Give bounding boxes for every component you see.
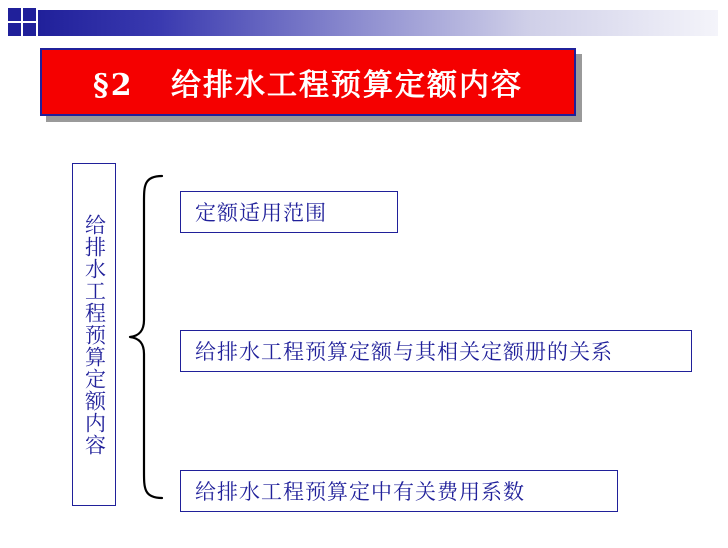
diagram-item-box <box>180 470 618 512</box>
diagram-item-label: 给排水工程预算定额与其相关定额册的关系 <box>195 340 613 364</box>
page-title: §2 给排水工程预算定额内容 <box>93 68 523 103</box>
title-banner <box>40 48 576 116</box>
square-icon <box>8 8 21 21</box>
decorative-squares <box>8 8 42 38</box>
square-icon <box>23 8 36 21</box>
square-icon <box>8 23 21 36</box>
diagram-item-label: 定额适用范围 <box>195 201 327 225</box>
top-gradient-bar <box>38 10 718 36</box>
curly-brace-icon <box>126 172 166 502</box>
diagram-item-box <box>180 330 692 372</box>
vertical-category-box <box>72 163 116 506</box>
diagram-item-label: 给排水工程预算定中有关费用系数 <box>195 480 525 504</box>
square-icon <box>23 23 36 36</box>
vertical-category-label: 给排水工程预算定额内容 <box>82 213 107 456</box>
diagram-item-box <box>180 191 398 233</box>
